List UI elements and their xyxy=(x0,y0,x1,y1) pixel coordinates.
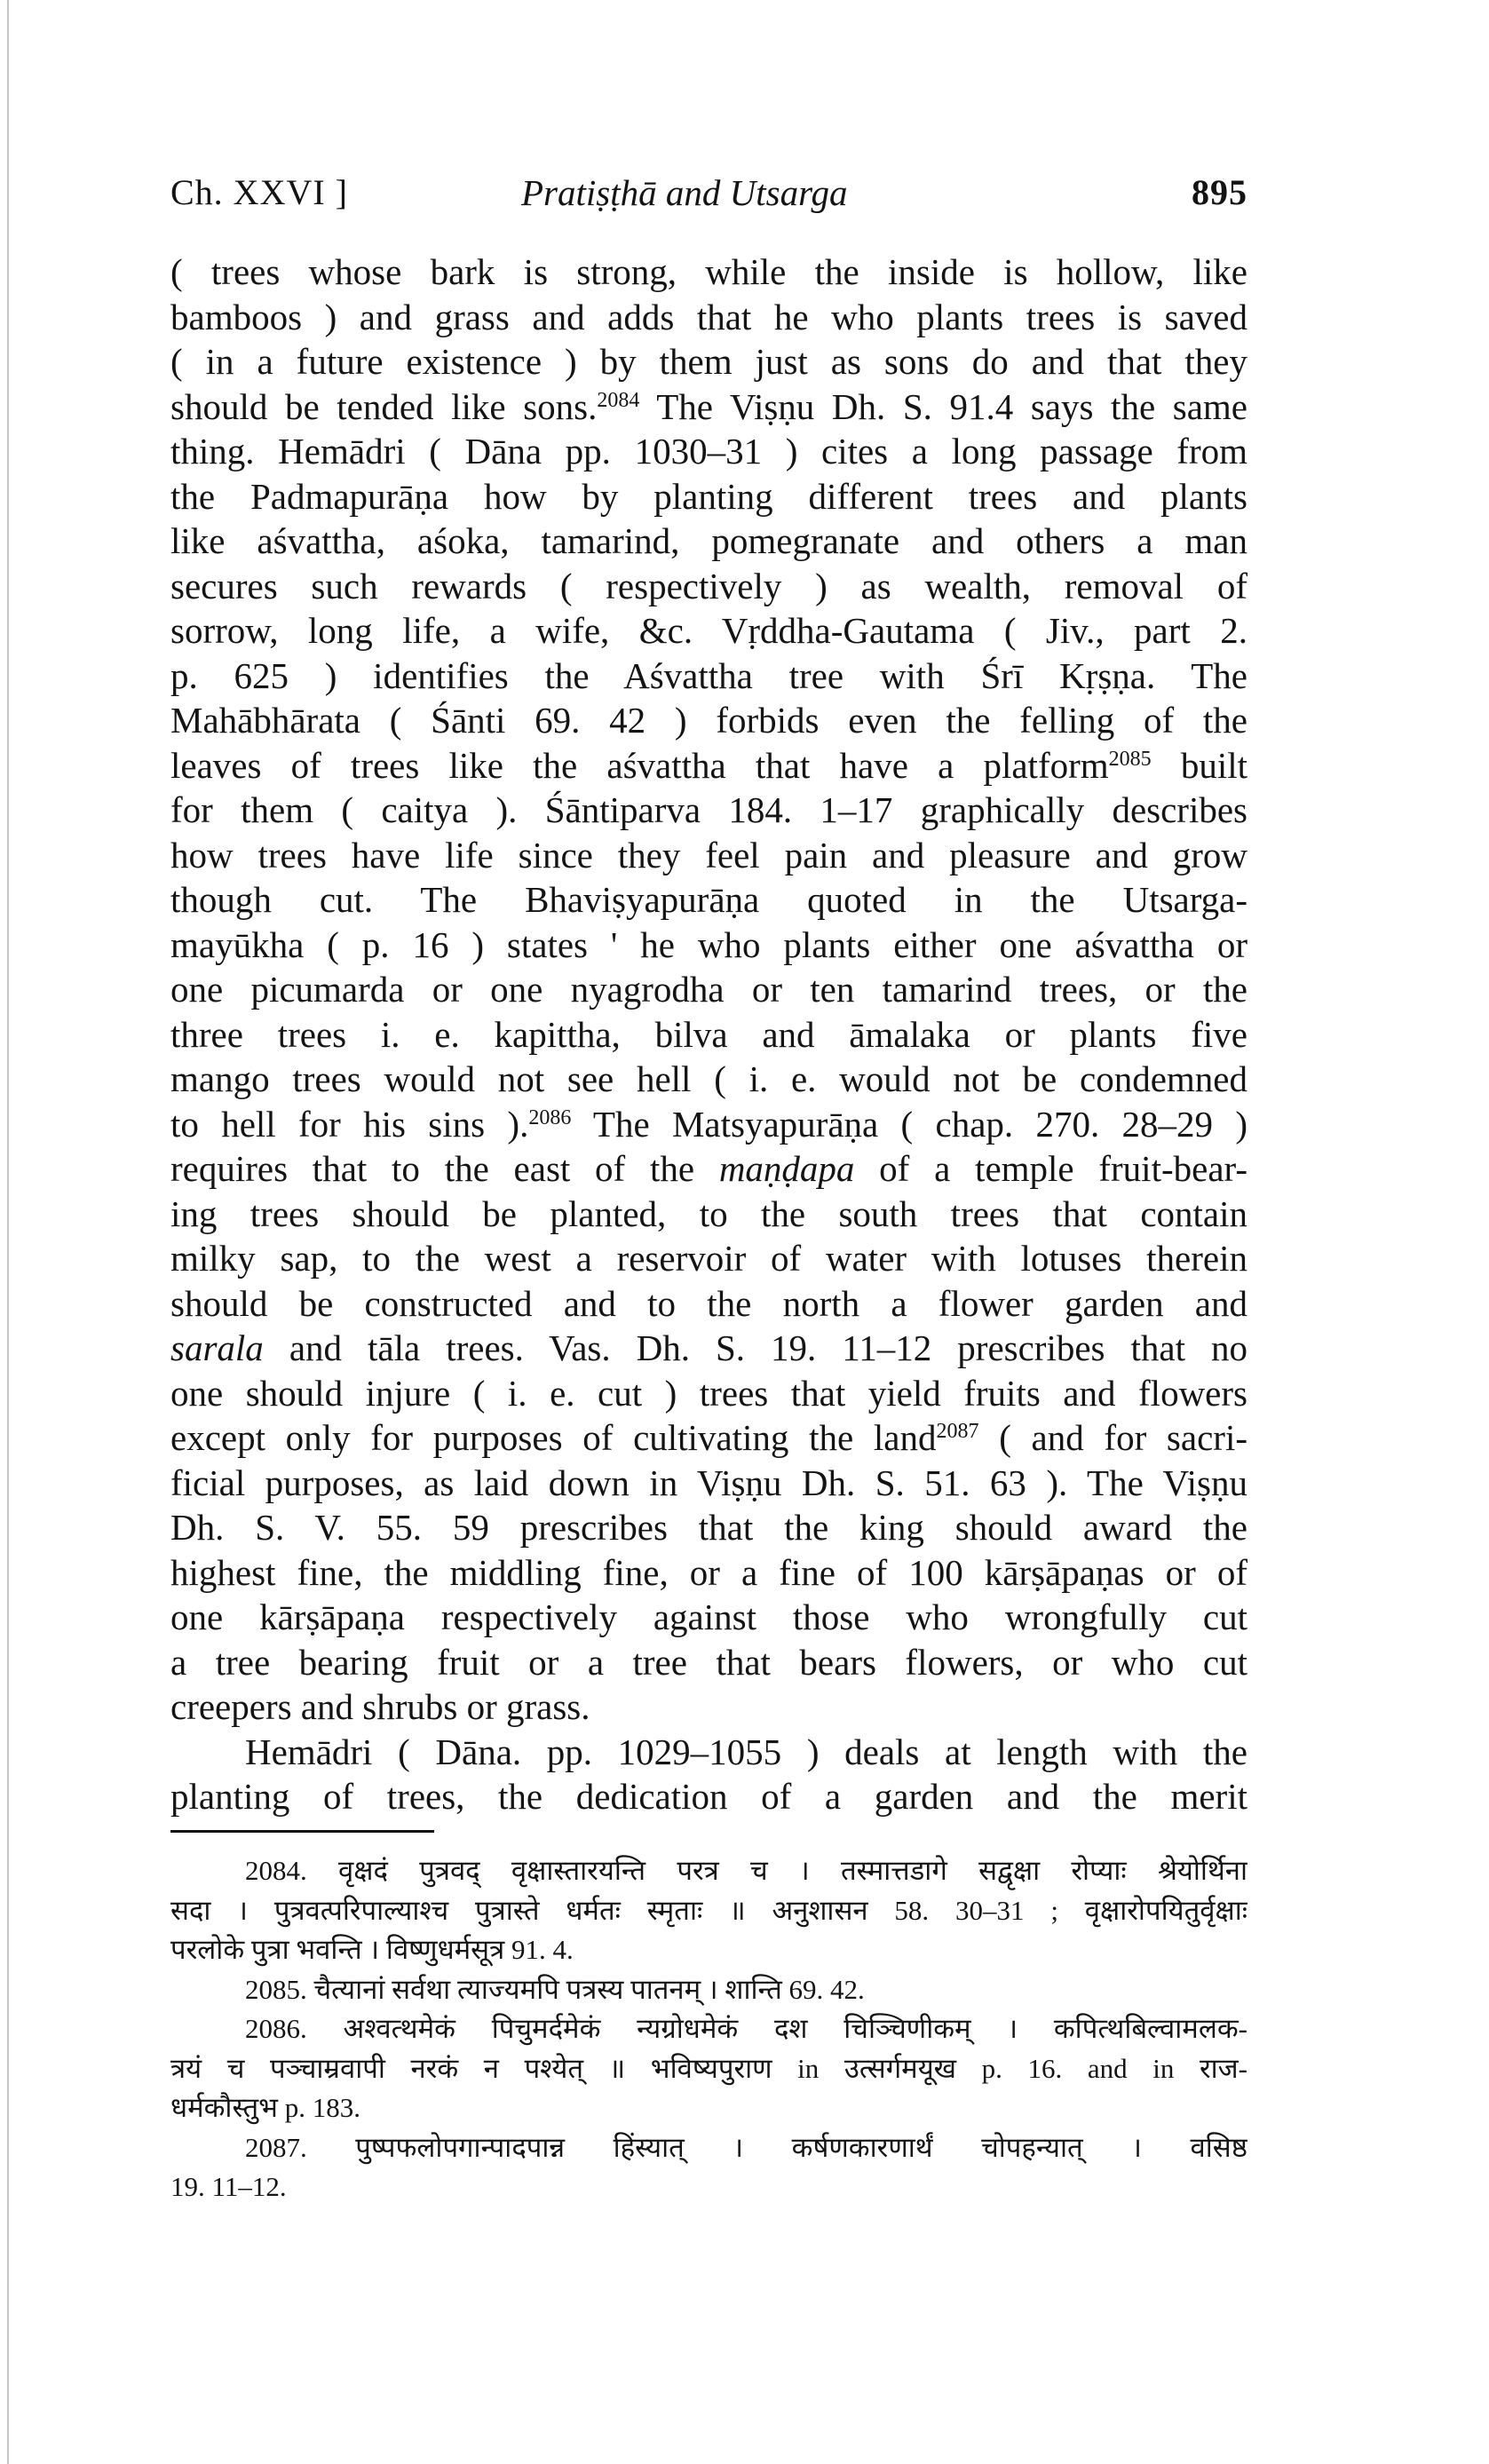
body-line-20-text-b: The Matsyapurāṇa ( chap. 270. 28–29 ) xyxy=(571,1103,1247,1145)
footnote-number-2086: 2086. xyxy=(245,2013,307,2044)
footnote-2087-text: पुष्पफलोपगान्पादपान्न हिंस्यात् । कर्षणकारणार्थं चोपहन्यात् । वसिष्ठ xyxy=(355,2131,1247,2163)
body-line-22: ing trees should be planted, to the south trees that contain xyxy=(170,1192,1247,1234)
footnote-2085-text: चैत्यानां सर्वथा त्याज्यमपि पत्रस्य पातनम् । शान्ति 69. 42. xyxy=(313,1973,865,2005)
footnote-2084-line-3: परलोके पुत्रा भवन्ति । विष्णुधर्मसूत्र 91. 4. xyxy=(170,1934,574,1965)
body-line-27-text-a: except only for purposes of cultivating the land xyxy=(170,1417,937,1458)
body-line-12-text-b: built xyxy=(1151,744,1247,786)
footnote-2084-text: वृक्षदं पुत्रवद् वृक्षास्तारयन्ति परत्र च । तस्मात्तडागे सद्वृक्षा रोप्याः श्रेयोर्थिना xyxy=(338,1855,1247,1886)
body-line-8: secures such rewards ( respectively ) as wealth, removal of xyxy=(170,565,1247,606)
body-line-29: Dh. S. V. 55. 59 prescribes that the king should award the xyxy=(170,1507,1247,1548)
footnote-number-2087: 2087. xyxy=(245,2131,307,2163)
body-line-21 xyxy=(170,1146,1247,1192)
body-line-2: bamboos ) and grass and adds that he who plants trees is saved xyxy=(170,296,1247,337)
footnote-2086-line-3: धर्मकौस्तुभ p. 183. xyxy=(170,2092,360,2123)
body-line-25-text-b: and tāla trees. Vas. Dh. S. 19. 11–12 prescribes that no xyxy=(263,1327,1247,1368)
body-line-3: ( in a future existence ) by them just as sons do and that they xyxy=(170,341,1247,382)
footnote-ref-2086: 2086 xyxy=(528,1105,572,1129)
italic-term-sarala: sarala xyxy=(170,1327,264,1368)
italic-term-mandapa: maṇḍapa xyxy=(718,1148,855,1189)
footnote-2087-line-1 xyxy=(170,2128,1247,2168)
footnote-2085-line-1 xyxy=(170,1970,1247,2010)
page-number: 895 xyxy=(1192,172,1247,212)
body-line-9: sorrow, long life, a wife, &c. Vṛddha-Gautama ( Jiv., part 2. xyxy=(170,610,1247,651)
body-line-13: for them ( caitya ). Śāntiparva 184. 1–17 graphically describes xyxy=(170,789,1247,830)
body-line-10: p. 625 ) identifies the Aśvattha tree with Śrī Kṛṣṇa. The xyxy=(170,654,1247,696)
body-line-15: though cut. The Bhaviṣyapurāṇa quoted in the Utsarga- xyxy=(170,879,1247,920)
footnote-2086-text: अश्वत्थमेकं पिचुमर्दमेकं न्यग्रोधमेकं दश चिञ्चिणीकम् । कपित्थबिल्वामलक- xyxy=(343,2013,1247,2044)
footnote-2084-line-1 xyxy=(170,1851,1247,1891)
body-line-30: highest fine, the middling fine, or a fine of 100 kārṣāpaṇas or of xyxy=(170,1551,1247,1593)
body-line-12 xyxy=(170,743,1247,788)
footnote-number-2085: 2085. xyxy=(245,1973,307,2005)
body-line-28: ficial purposes, as laid down in Viṣṇu Dh. S. 51. 63 ). The Viṣṇu xyxy=(170,1462,1247,1503)
body-line-21-text-a: requires that to the east of the xyxy=(170,1148,719,1189)
running-header xyxy=(170,169,1247,217)
body-line-34: Hemādri ( Dāna. pp. 1029–1055 ) deals at length with the xyxy=(245,1731,1247,1772)
footnote-2087-line-2: 19. 11–12. xyxy=(170,2171,287,2202)
body-line-16: mayūkha ( p. 16 ) states ' he who plants either one aśvattha or xyxy=(170,923,1247,965)
body-line-4-text-a: should be tended like sons. xyxy=(170,385,598,427)
scan-edge-line xyxy=(7,0,9,2464)
body-text xyxy=(170,250,1247,1819)
body-line-17: one picumarda or one nyagrodha or ten tamarind trees, or the xyxy=(170,969,1247,1010)
footnotes xyxy=(170,1851,1247,2207)
footnote-number-2084: 2084. xyxy=(245,1855,307,1886)
body-line-27 xyxy=(170,1415,1247,1461)
footnote-2086-line-1 xyxy=(170,2009,1247,2049)
body-line-20-text-a: to hell for his sins ). xyxy=(170,1103,529,1145)
body-line-14: how trees have life since they feel pain and pleasure and grow xyxy=(170,834,1247,875)
body-line-25 xyxy=(170,1326,1247,1371)
body-line-23: milky sap, to the west a reservoir of water with lotuses therein xyxy=(170,1238,1247,1279)
body-line-7: like aśvattha, aśoka, tamarind, pomegranate and others a man xyxy=(170,520,1247,561)
body-line-18: three trees i. e. kapittha, bilva and āmalaka or plants five xyxy=(170,1013,1247,1055)
footnote-rule xyxy=(170,1830,434,1833)
footnote-2086-line-2: त्रयं च पञ्चाम्रवापी नरकं न पश्येत् ॥ भविष्यपुराण in उत्सर्गमयूख p. 16. and in राज- xyxy=(170,2052,1247,2084)
footnote-ref-2085: 2085 xyxy=(1108,747,1152,771)
body-line-19: mango trees would not see hell ( i. e. would not be condemned xyxy=(170,1058,1247,1099)
body-line-11: Mahābhārata ( Śānti 69. 42 ) forbids even the felling of the xyxy=(170,700,1247,741)
footnote-ref-2087: 2087 xyxy=(936,1420,979,1443)
body-line-4-text-b: The Viṣṇu Dh. S. 91.4 says the same xyxy=(639,385,1247,427)
body-line-35: planting of trees, the dedication of a garden and the merit xyxy=(170,1776,1247,1817)
body-line-6: the Padmapurāṇa how by planting different trees and plants xyxy=(170,475,1247,517)
body-line-33: creepers and shrubs or grass. xyxy=(170,1686,590,1727)
body-line-31: one kārṣāpaṇa respectively against those who wrongfully cut xyxy=(170,1596,1247,1637)
body-line-4 xyxy=(170,384,1247,430)
body-line-12-text-a: leaves of trees like the aśvattha that have a platform xyxy=(170,744,1109,786)
body-line-5: thing. Hemādri ( Dāna pp. 1030–31 ) cites a long passage from xyxy=(170,431,1247,471)
body-line-24: should be constructed and to the north a flower garden and xyxy=(170,1282,1247,1324)
footnote-2084-line-2: सदा । पुत्रवत्परिपाल्याश्च पुत्रास्ते धर्मतः स्मृताः ॥ अनुशासन 58. 30–31 ; वृक्षारोपयितुर्वृक्षाः xyxy=(170,1894,1247,1926)
body-line-21-text-b: of a temple fruit-bear- xyxy=(854,1148,1247,1189)
body-line-27-text-b: ( and for sacri- xyxy=(978,1417,1247,1458)
chapter-label: Ch. XXVI ] xyxy=(170,172,348,212)
body-line-1: ( trees whose bark is strong, while the inside is hollow, like xyxy=(170,251,1247,292)
running-title: Pratiṣṭhā and Utsarga xyxy=(521,172,848,213)
body-line-26: one should injure ( i. e. cut ) trees that yield fruits and flowers xyxy=(170,1372,1247,1414)
body-line-32: a tree bearing fruit or a tree that bears flowers, or who cut xyxy=(170,1641,1247,1683)
body-line-20 xyxy=(170,1102,1247,1147)
footnote-ref-2084: 2084 xyxy=(597,388,640,412)
